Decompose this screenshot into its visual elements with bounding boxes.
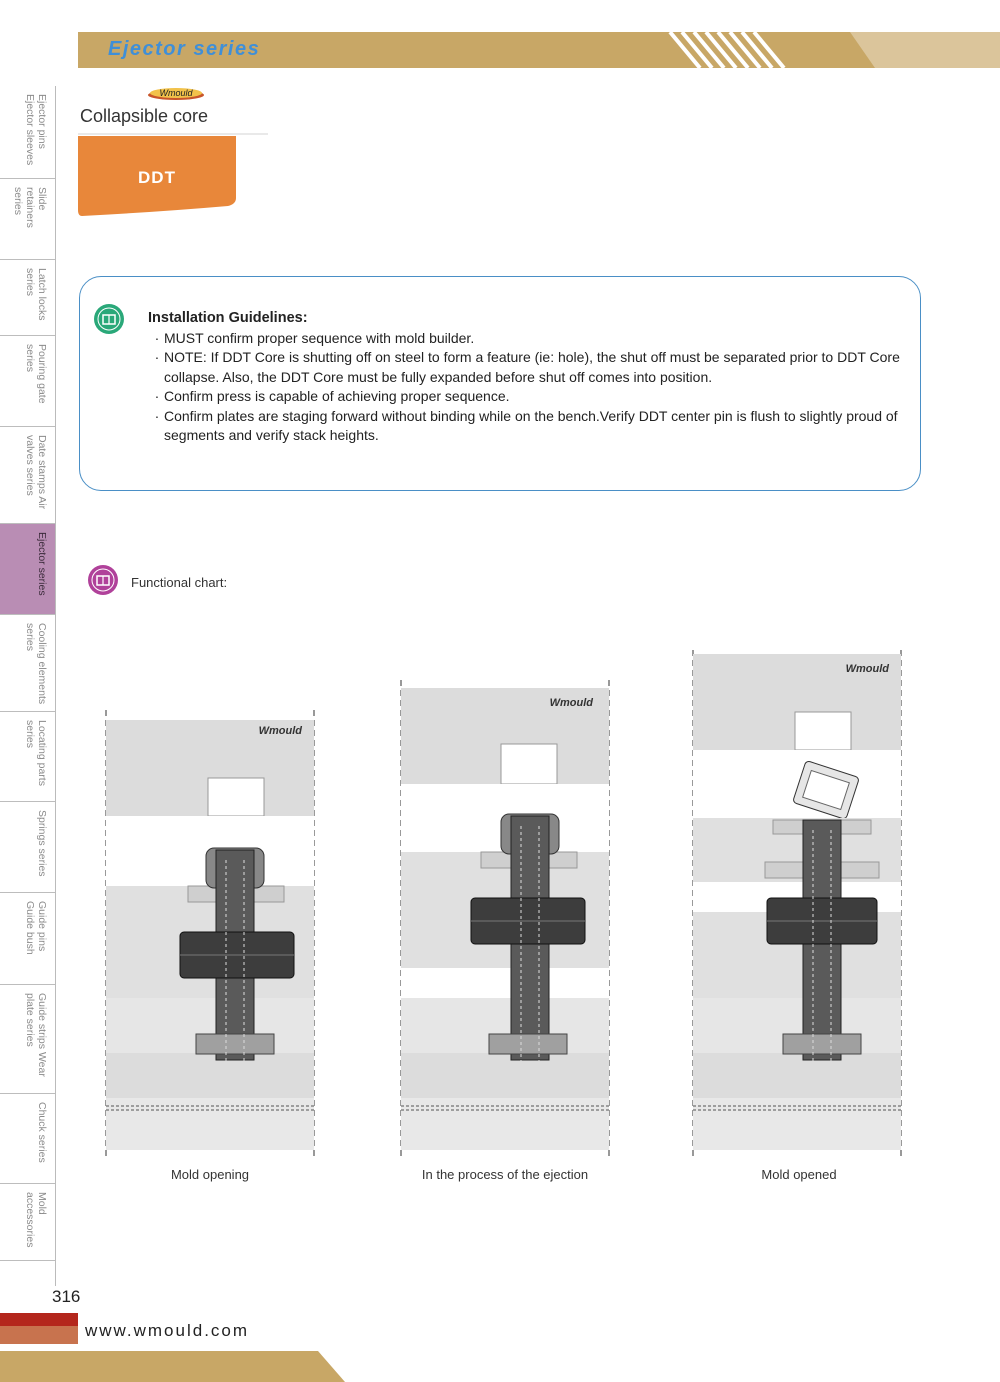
model-label: DDT — [138, 168, 176, 187]
nav-item-mold-accessories[interactable] — [0, 1184, 55, 1261]
nav-item-label: Springs series — [36, 810, 48, 877]
diagram-watermark: Wmould — [845, 663, 889, 675]
page-number: 316 — [52, 1287, 81, 1306]
bullet: · — [154, 407, 160, 424]
nav-item-label: Ejector series — [36, 532, 48, 596]
bullet: · — [154, 330, 160, 346]
diagram-caption: Mold opened — [761, 1167, 837, 1182]
diagram-mold-opening — [104, 710, 316, 1156]
nav-item-label: Latch locks series — [24, 268, 48, 321]
nav-item-date-stamps[interactable] — [0, 427, 55, 524]
nav-item-ejector-series[interactable] — [0, 524, 55, 615]
nav-item-guide-strips[interactable] — [0, 985, 55, 1094]
heading-underline — [78, 133, 268, 135]
nav-item-chuck[interactable] — [0, 1094, 55, 1184]
list-item — [150, 348, 920, 387]
chart-icon — [87, 564, 119, 596]
nav-item-label: Pouring gate series — [24, 344, 48, 404]
brand-badge — [147, 86, 205, 100]
nav-item-springs[interactable] — [0, 802, 55, 893]
guideline-text: Confirm press is capable of achieving proper sequence. — [164, 388, 510, 405]
footer-accent-tan — [0, 1326, 78, 1344]
guidelines-heading: Installation Guidelines: — [148, 310, 308, 326]
nav-item-label: Slide retainers series — [12, 187, 48, 228]
diagram-mold-opened — [691, 650, 903, 1156]
nav-item-locating-parts[interactable] — [0, 712, 55, 802]
nav-item-label: Chuck series — [36, 1102, 48, 1163]
nav-item-pouring-gate[interactable] — [0, 336, 55, 427]
diagram-caption: Mold opening — [170, 1167, 250, 1182]
nav-item-label: Cooling elements series — [24, 623, 48, 705]
guidelines-icon — [93, 303, 125, 335]
nav-item-label: Guide pins Guide bush — [24, 901, 48, 955]
nav-item-label: Mold accessories — [24, 1192, 48, 1248]
nav-item-cooling-elements[interactable] — [0, 615, 55, 712]
diagram-ejecting — [399, 680, 611, 1156]
guideline-text: Confirm plates are staging forward without binding while on the bench.Verify DDT center pin is flush to slightly proud of segments and verify stack heights. — [164, 407, 898, 444]
nav-item-guide-pins[interactable] — [0, 893, 55, 985]
list-item — [150, 387, 920, 406]
nav-item-latch-locks[interactable] — [0, 260, 55, 336]
diagram-watermark: Wmould — [549, 697, 593, 709]
bullet: · — [154, 349, 160, 366]
product-title: Collapsible core — [80, 106, 209, 126]
nav-item-label: Date stamps Air valves series — [24, 435, 48, 510]
nav-divider — [55, 86, 56, 1286]
nav-item-label: Guide strips Wear plate series — [24, 993, 48, 1077]
nav-item-ejector-pins[interactable] — [0, 86, 55, 179]
diagram-caption: In the process of the ejection — [421, 1167, 589, 1182]
section-title: Ejector series — [108, 38, 261, 60]
nav-item-slide-retainers[interactable] — [0, 179, 55, 260]
guideline-text: MUST confirm proper sequence with mold builder. — [164, 330, 475, 346]
footer-band — [0, 1351, 345, 1382]
website-link[interactable]: www.wmould.com — [85, 1321, 250, 1340]
footer-accent-red — [0, 1313, 78, 1326]
bullet: · — [154, 388, 160, 405]
nav-item-label: Locating parts series — [24, 720, 48, 786]
header-stripes — [660, 32, 1000, 68]
nav-item-label: Ejector pins Ejector sleeves — [24, 94, 48, 166]
list-item — [150, 329, 920, 348]
guideline-text: NOTE: If DDT Core is shutting off on steel to form a feature (ie: hole), the shut off must be separated prior to DDT Core collapse. Also, the DDT Core must be fully expanded before shut off comes into position. — [164, 349, 900, 385]
functional-chart-label: Functional chart: — [131, 575, 228, 590]
diagram-watermark: Wmould — [258, 725, 302, 737]
brand-badge-text: Wmould — [159, 88, 193, 98]
guidelines-list — [150, 329, 920, 445]
list-item — [150, 407, 920, 446]
